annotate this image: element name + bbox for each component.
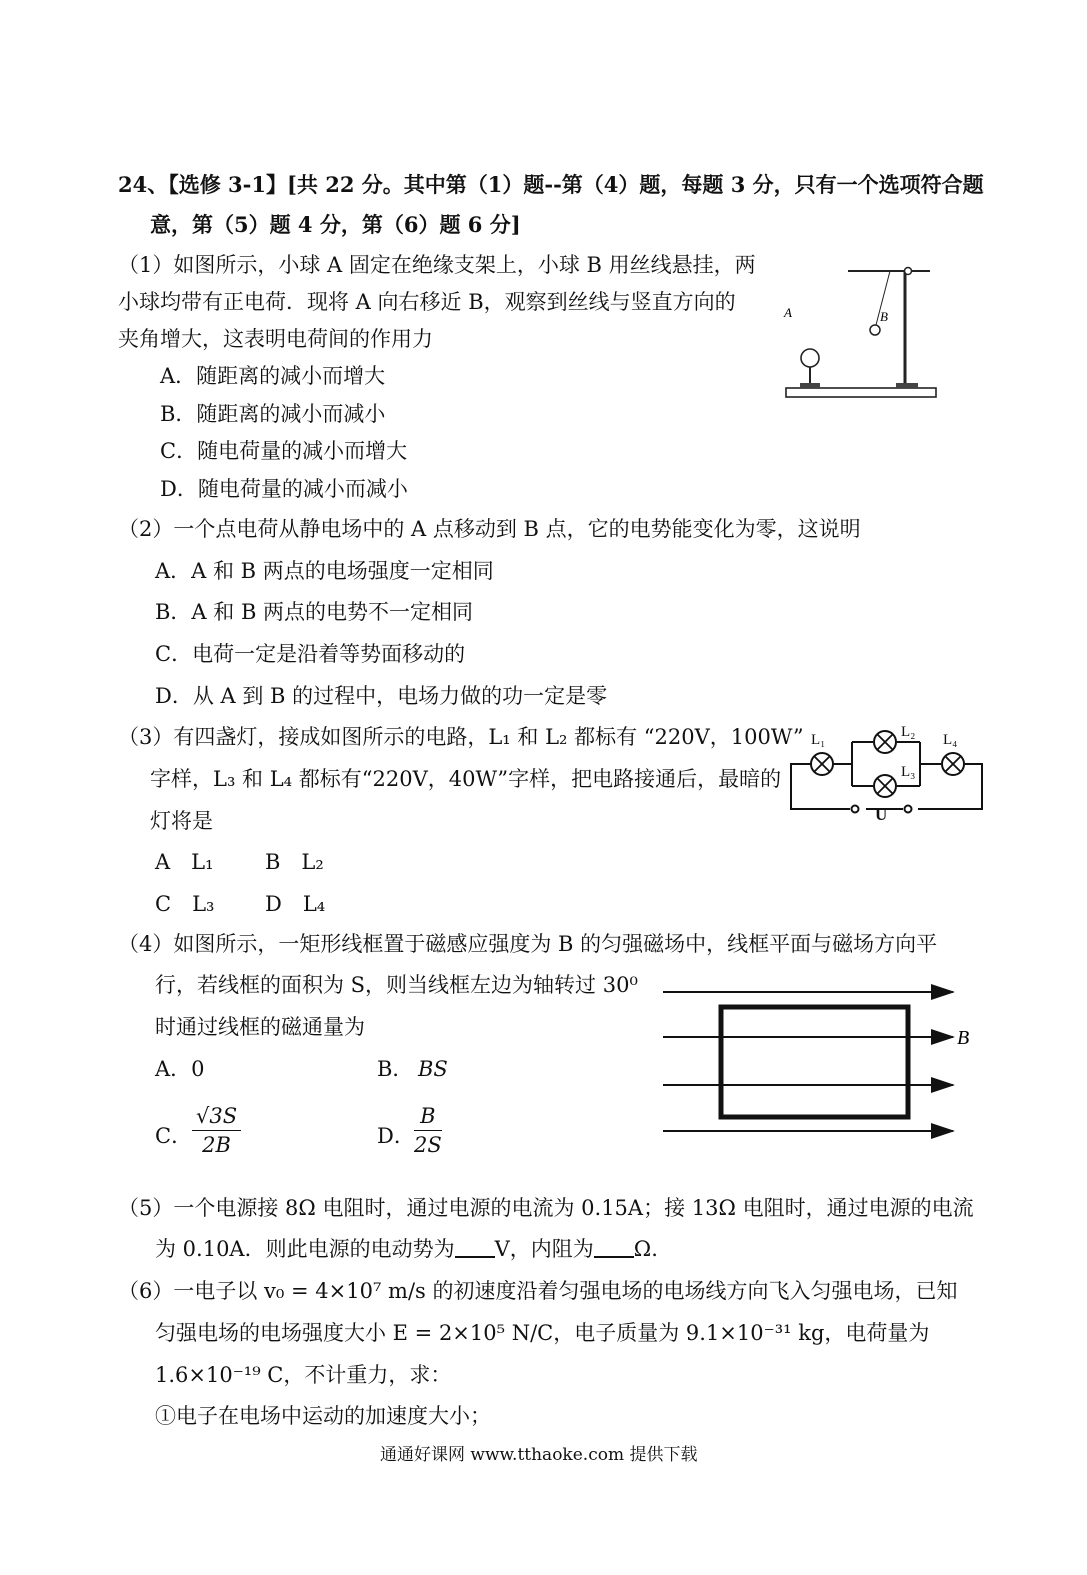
q4-fig-label-b: B bbox=[957, 1027, 970, 1049]
q3-stem-line1: （3）有四盏灯，接成如图所示的电路，L₁ 和 L₂ 都标有 “220V，100W” bbox=[118, 725, 804, 749]
q1-fig-label-a: A bbox=[784, 305, 792, 320]
q4-option-d-label: D． bbox=[377, 1124, 415, 1148]
q4-option-c-numerator: √3S bbox=[192, 1104, 241, 1131]
page-footer: 通通好课网 www.tthaoke.com 提供下载 bbox=[380, 1445, 698, 1465]
q2-option-c: C．电荷一定是沿着等势面移动的 bbox=[155, 642, 466, 666]
q2-option-a: A．A 和 B 两点的电场强度一定相同 bbox=[155, 559, 494, 583]
q4-option-d-fraction bbox=[414, 1104, 442, 1157]
q3-fig-label-u: U bbox=[875, 805, 888, 824]
q3-fig-label-l4: L₄ bbox=[943, 732, 958, 748]
q3-option-b: B L₂ bbox=[265, 850, 324, 874]
q3-figure-lamp-circuit bbox=[785, 720, 985, 825]
q1-figure-charged-spheres bbox=[780, 255, 945, 405]
q4-option-c-fraction bbox=[192, 1104, 241, 1157]
q3-fig-label-l1: L₁ bbox=[811, 732, 826, 748]
q1-option-b: B．随距离的减小而减小 bbox=[160, 402, 386, 426]
q6-stem-line1: （6）一电子以 v₀ = 4×10⁷ m/s 的初速度沿着匀强电场的电场线方向飞入匀强电场，已知 bbox=[118, 1279, 958, 1303]
q3-fig-label-l3: L₃ bbox=[901, 764, 916, 780]
q1-fig-label-b: B bbox=[880, 309, 888, 324]
q4-stem-line3: 时通过线框的磁通量为 bbox=[155, 1015, 365, 1039]
q3-fig-label-l2: L₂ bbox=[901, 724, 916, 740]
q5-line2-part2: V，内阻为 bbox=[494, 1237, 594, 1261]
q4-option-b-value: BS bbox=[418, 1057, 448, 1081]
q4-option-b-label: B． bbox=[377, 1057, 414, 1081]
q6-subquestion-1: ①电子在电场中运动的加速度大小； bbox=[155, 1404, 491, 1428]
q4-option-d-denominator: 2S bbox=[414, 1133, 442, 1157]
q3-option-c: C L₃ bbox=[155, 892, 215, 916]
q1-stem-line1: （1）如图所示，小球 A 固定在绝缘支架上，小球 B 用丝线悬挂，两 bbox=[118, 253, 756, 277]
q1-stem-line3: 夹角增大，这表明电荷间的作用力 bbox=[118, 327, 433, 351]
q6-stem-line2: 匀强电场的电场强度大小 E = 2×10⁵ N/C，电子质量为 9.1×10⁻³¹ kg，电荷量为 bbox=[155, 1321, 930, 1345]
q6-stem-line3: 1.6×10⁻¹⁹ C，不计重力，求： bbox=[155, 1363, 452, 1387]
q1-stem-line2: 小球均带有正电荷．现将 A 向右移近 B，观察到丝线与竖直方向的 bbox=[118, 290, 736, 314]
q5-resistance-blank[interactable] bbox=[594, 1236, 634, 1258]
q5-stem-line1: （5）一个电源接 8Ω 电阻时，通过电源的电流为 0.15A；接 13Ω 电阻时，通过电源的电流 bbox=[118, 1196, 974, 1220]
q5-line2-part1: 为 0.10A．则此电源的电动势为 bbox=[155, 1237, 455, 1261]
q5-line2-part3: Ω. bbox=[633, 1237, 658, 1261]
q4-stem-line2: 行，若线框的面积为 S，则当线框左边为轴转过 30⁰ bbox=[155, 973, 638, 997]
q4-stem-line1: （4）如图所示，一矩形线框置于磁感应强度为 B 的匀强磁场中，线框平面与磁场方向平 bbox=[118, 932, 938, 956]
q5-stem-line2 bbox=[155, 1234, 658, 1264]
q4-option-c-denominator: 2B bbox=[202, 1133, 231, 1157]
q4-option-a: A．0 bbox=[155, 1057, 205, 1081]
q2-option-b: B．A 和 B 两点的电势不一定相同 bbox=[155, 600, 474, 624]
q1-option-a: A．随距离的减小而增大 bbox=[160, 364, 386, 388]
q3-option-d: D L₄ bbox=[265, 892, 326, 916]
q4-figure-magnetic-field bbox=[660, 975, 980, 1145]
section-header-line1: 24、【选修 3-1】[共 22 分。其中第（1）题--第（4）题，每题 3 分，只有一个选项符合题 bbox=[118, 172, 984, 197]
q3-stem-line2: 字样，L₃ 和 L₄ 都标有“220V，40W”字样，把电路接通后，最暗的 bbox=[150, 767, 782, 791]
q1-option-c: C．随电荷量的减小而增大 bbox=[160, 439, 408, 463]
q1-option-d: D．随电荷量的减小而减小 bbox=[160, 477, 408, 501]
q4-option-d-numerator: B bbox=[414, 1104, 442, 1131]
section-header-line2: 意，第（5）题 4 分，第（6）题 6 分] bbox=[150, 212, 521, 237]
q4-option-c-label: C． bbox=[155, 1124, 193, 1148]
q3-stem-line3: 灯将是 bbox=[150, 809, 213, 833]
q5-emf-blank[interactable] bbox=[455, 1236, 495, 1258]
q3-option-a: A L₁ bbox=[155, 850, 214, 874]
q2-option-d: D．从 A 到 B 的过程中，电场力做的功一定是零 bbox=[155, 684, 608, 708]
q2-stem: （2）一个点电荷从静电场中的 A 点移动到 B 点，它的电势能变化为零，这说明 bbox=[118, 517, 861, 541]
